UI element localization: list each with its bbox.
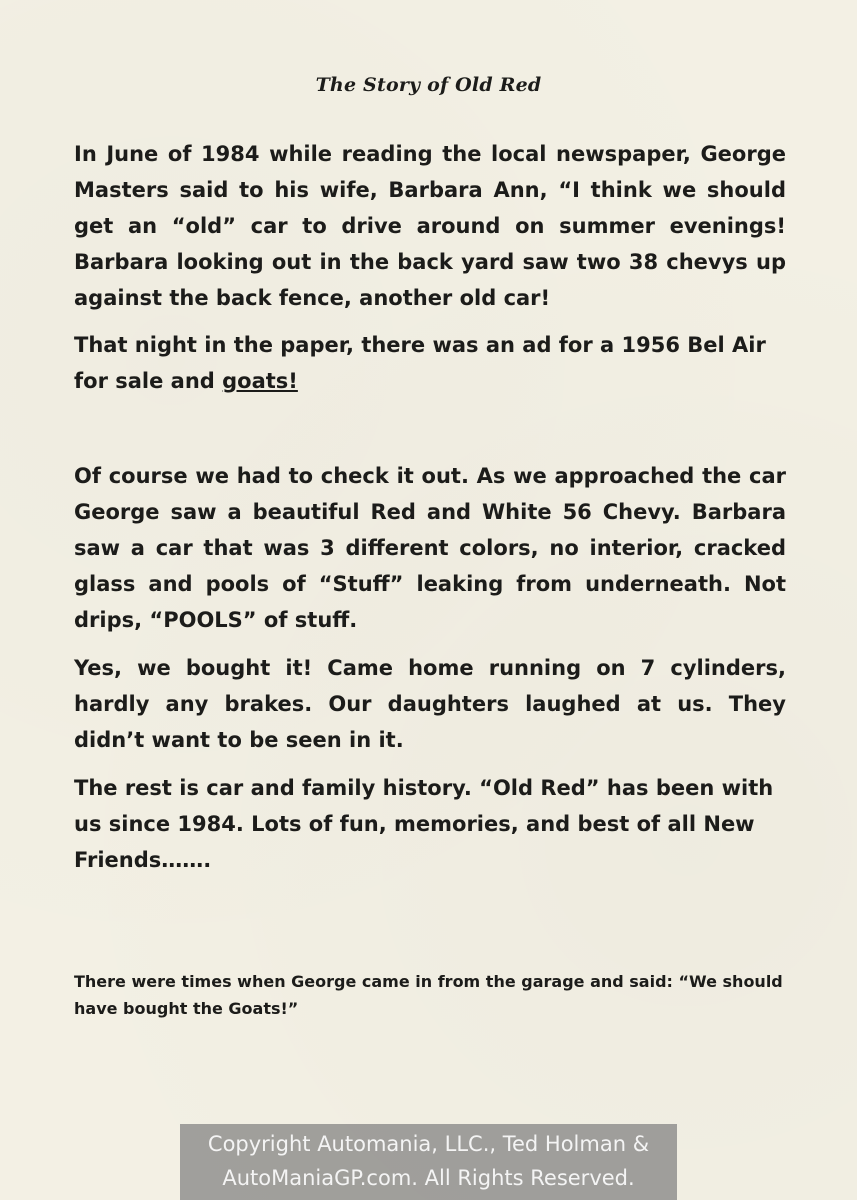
paragraph-check-it-out: Of course we had to check it out. As we approached the car George saw a beautiful Red and White 56 Chevy. Barbara saw a car that was 3 different colors, no interior, cracked glass and pools of “Stuff” leaking from underneath. Not drips, “POOLS” of stuff. [74, 464, 786, 632]
paragraph-history: The rest is car and family history. “Old Red” has been with us since 1984. Lots of fun, memories, and best of all New Friends……. [74, 776, 774, 872]
copyright-line-2: AutoManiaGP.com. All Rights Reserved. [222, 1166, 635, 1190]
copyright-watermark [180, 1124, 677, 1200]
copyright-line-1: Copyright Automania, LLC., Ted Holman & [207, 1132, 650, 1156]
document-title: The Story of Old Red [315, 74, 542, 96]
paragraph-ad-text: That night in the paper, there was an ad for a 1956 Bel Air for sale and [74, 333, 766, 393]
underlined-goats: goats! [222, 369, 298, 393]
paragraph-newspaper: In June of 1984 while reading the local newspaper, George Masters said to his wife, Barbara Ann, “I think we should get an “old” car to drive around on summer evenings! Barbara looking out in the back yard saw two 38 chevys up against the back fence, another old car! [74, 142, 786, 310]
footnote-goats: There were times when George came in from the garage and said: “We should have bought the Goats!” [74, 972, 783, 1018]
paragraph-bought-it: Yes, we bought it! Came home running on 7 cylinders, hardly any brakes. Our daughters laughed at us. They didn’t want to be seen in it. [74, 656, 786, 752]
paragraph-ad [74, 327, 786, 399]
